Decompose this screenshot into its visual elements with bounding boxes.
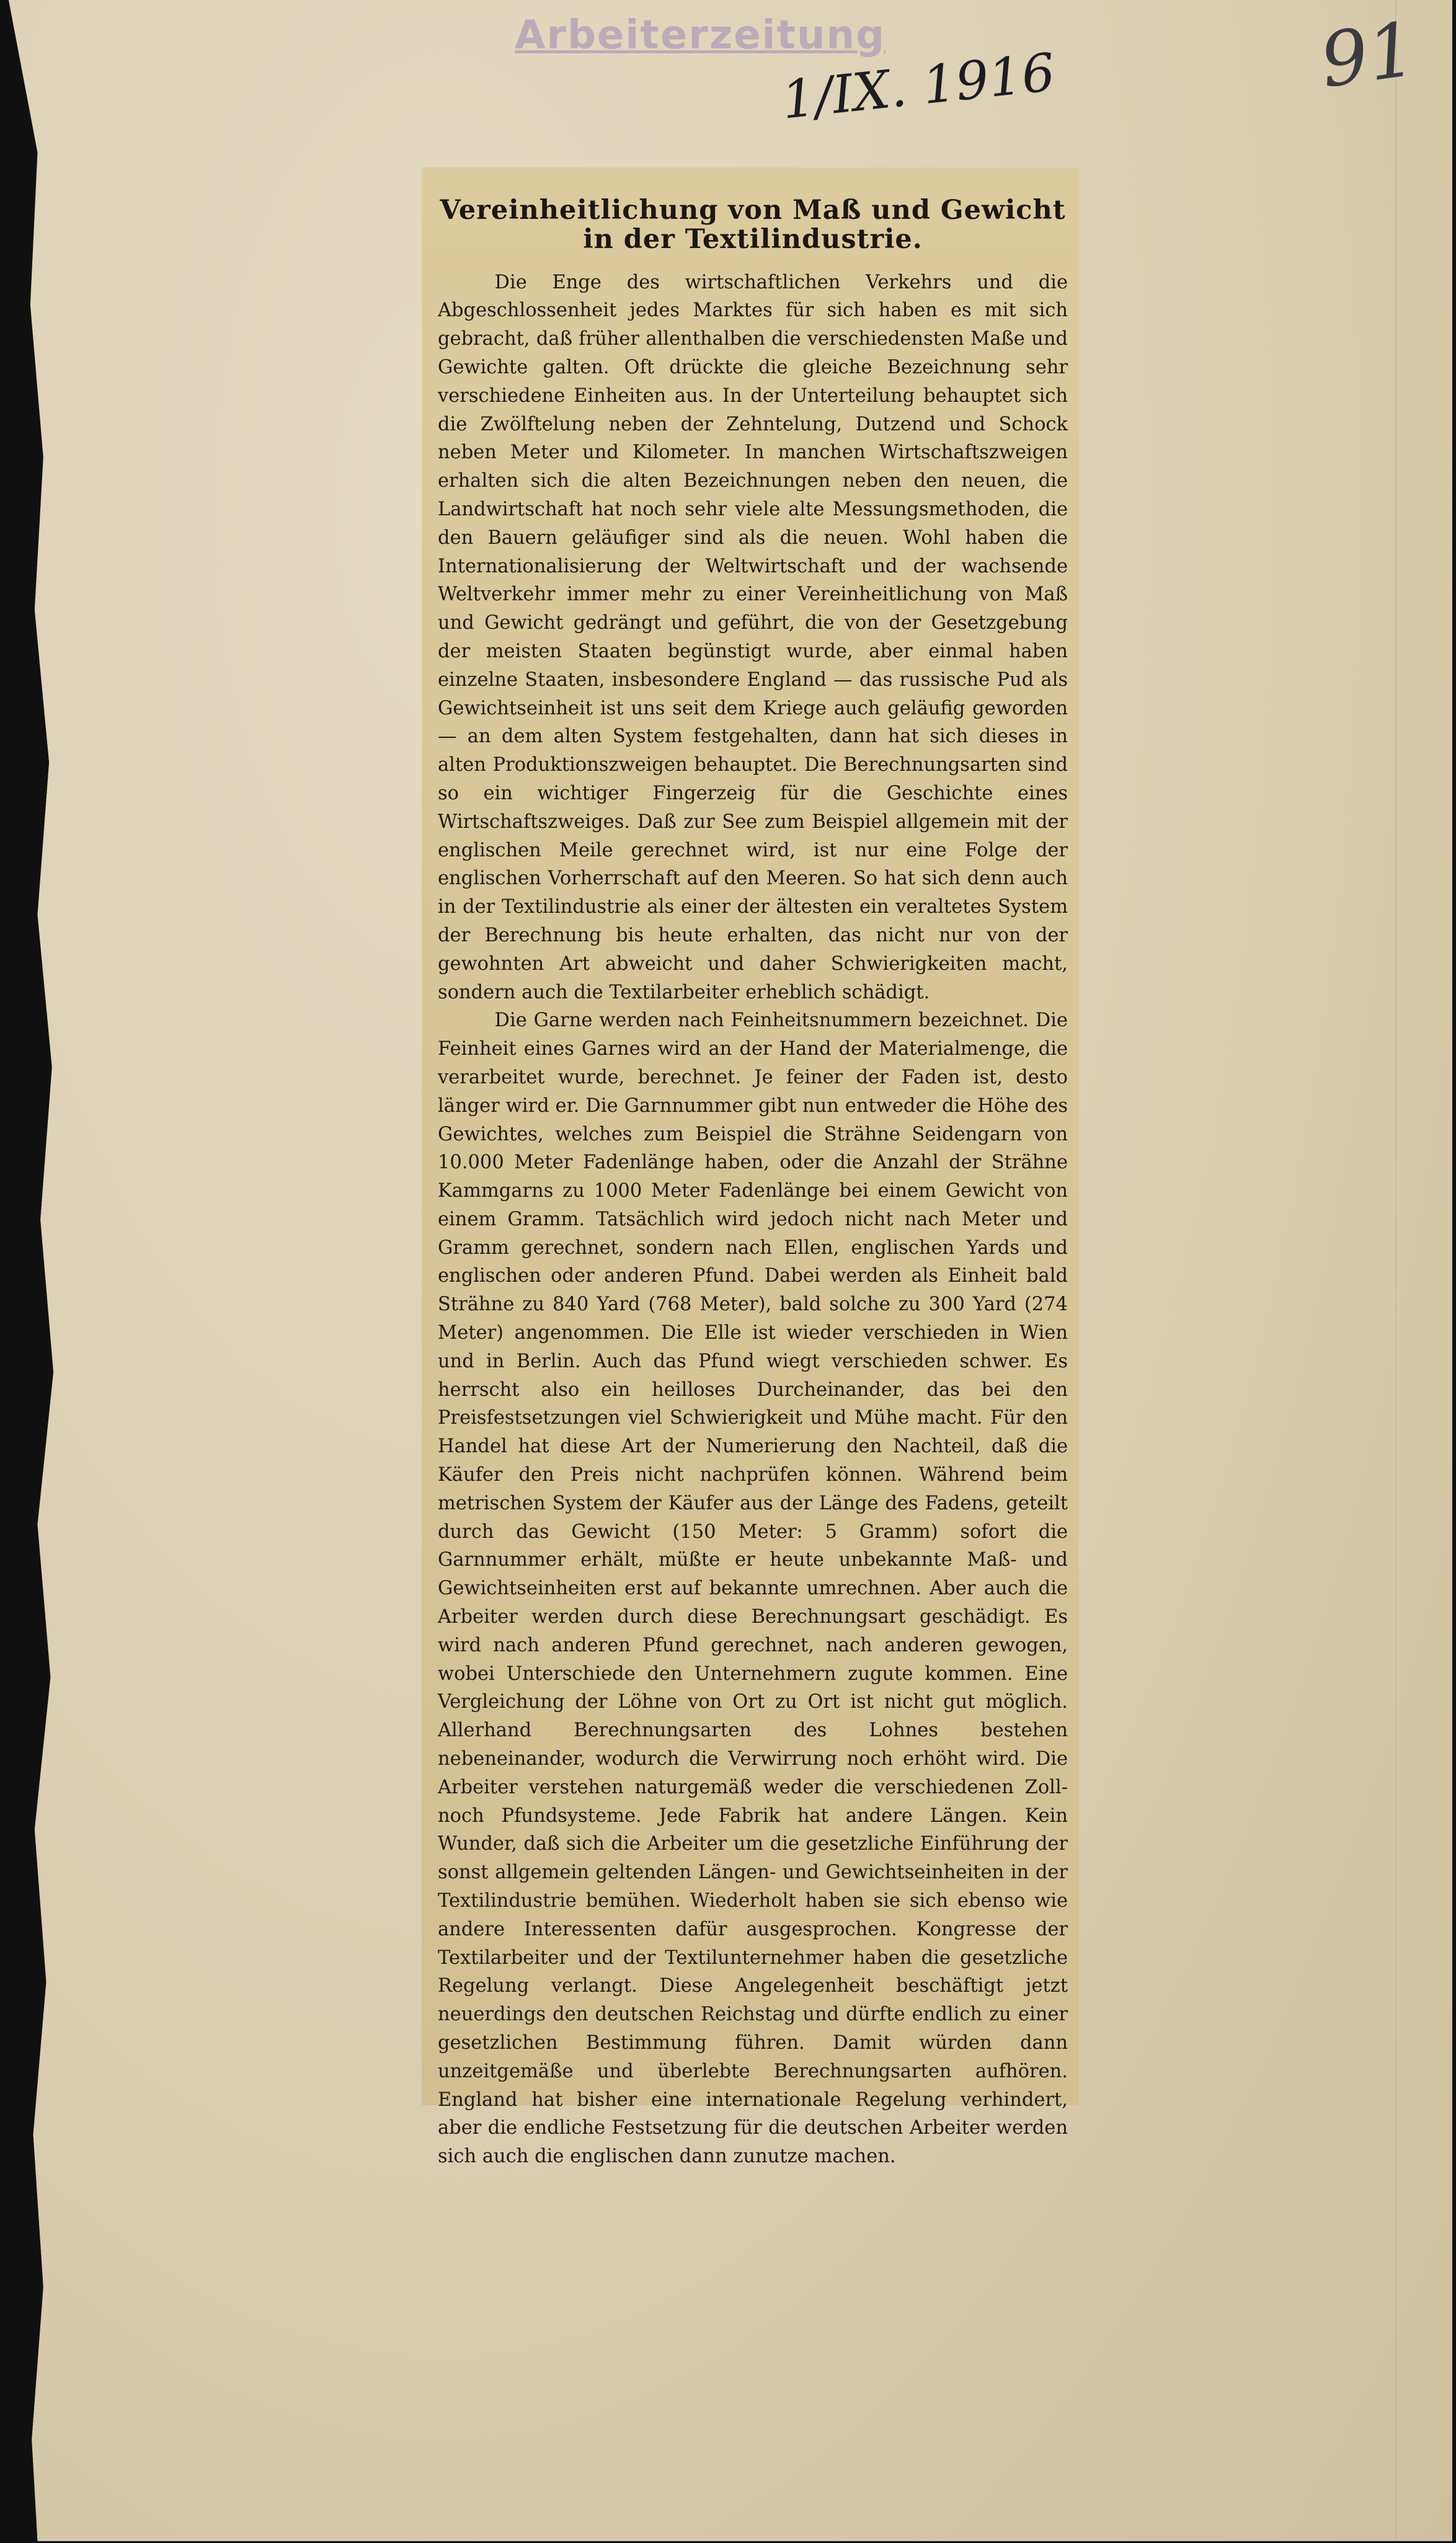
article-paragraph: Die Enge des wirtschaftlichen Verkehrs und die Abgeschlossenheit jedes Marktes für sich haben es mit sich gebracht, daß früher allenthalben die verschiedensten Maße und Gewichte galten. Oft drückte die gleiche Bezeichnung sehr verschiedene Einheiten aus. In der Unterteilung behauptet sich die Zwölftelung neben der Zehntelung, Dutzend und Schock neben Meter und Kilometer. In manchen Wirtschaftszweigen erhalten sich die alten Bezeichnungen neben den neuen, die Landwirtschaft hat noch sehr viele alte Messungsmethoden, die den Bauern geläufiger sind als die neuen. Wohl haben die Internationalisierung der Weltwirtschaft und der wachsende Weltverkehr immer mehr zu einer Vereinheitlichung von Maß und Gewicht gedrängt und geführt, die von der Gesetzgebung der meisten Staaten begünstigt wurde, aber einmal haben einzelne Staaten, insbesondere England — das russische Pud als Gewichtseinheit ist uns seit dem Kriege auch geläufig geworden — an dem alten System festgehalten, dann hat sich dieses in alten Produktionszweigen behauptet. Die Berechnungsarten sind so ein wichtiger Fingerzeig für die Geschichte eines Wirtschaftszweiges. Daß zur See zum Beispiel allgemein mit der englischen Meile gerechnet wird, ist nur eine Folge der englischen Vorherrschaft auf den Meeren. So hat sich denn auch in der Textilindustrie als einer der ältesten ein veraltetes System der Berechnung bis heute erhalten, das nicht nur von der gewohnten Art abweicht und daher Schwierigkeiten macht, sondern auch die Textilarbeiter erheblich schädigt. [438, 271, 1068, 1003]
handwritten-date: 1/IX. 1916 [779, 42, 1058, 131]
handwritten-page-number: 91 [1315, 6, 1421, 105]
newspaper-clipping [422, 167, 1079, 2168]
paper-fold-line [1395, 0, 1396, 2541]
article-headline: Vereinheitlichung von Maß und Gewicht in der Textilindustrie. [440, 195, 1066, 255]
newspaper-name-stamp: Arbeiterzeitung [515, 12, 886, 58]
article-paragraph: Die Garne werden nach Feinheitsnummern bezeichnet. Die Feinheit eines Garnes wird an der Hand der Materialmenge, die verarbeitet wurde, berechnet. Je feiner der Faden ist, desto länger wird er. Die Garnnummer gibt nun entweder die Höhe des Gewichtes, welches zum Beispiel die Strähne Seidengarn von 10.000 Meter Fadenlänge haben, oder die Anzahl der Strähne Kammgarns zu 1000 Meter Fadenlänge bei einem Gewicht von einem Gramm. Tatsächlich wird jedoch nicht nach Meter und Gramm gerechnet, sondern nach Ellen, englischen Yards und englischen oder anderen Pfund. Dabei werden als Einheit bald Strähne zu 840 Yard (768 Meter), bald solche zu 300 Yard (274 Meter) angenommen. Die Elle ist wieder verschieden in Wien und in Berlin. Auch das Pfund wiegt verschieden schwer. Es herrscht also ein heilloses Durcheinander, das bei den Preisfestsetzungen viel Schwierigkeit und Mühe macht. Für den Handel hat diese Art der Numerierung den Nachteil, daß die Käufer den Preis nicht nachprüfen können. Während beim metrischen System der Käufer aus der Länge des Fadens, geteilt durch das Gewicht (150 Meter: 5 Gramm) sofort die Garnnummer erhält, müßte er heute unbekannte Maß- und Gewichtseinheiten erst auf bekannte umrechnen. Aber auch die Arbeiter werden durch diese Berechnungsart geschädigt. Es wird nach anderen Pfund gerechnet, nach anderen gewogen, wobei Unterschiede den Unternehmern zugute kommen. Eine Vergleichung der Löhne von Ort zu Ort ist nicht gut möglich. Allerhand Berechnungsarten des Lohnes bestehen nebeneinander, wodurch die Verwirrung noch erhöht wird. Die Arbeiter verstehen naturgemäß weder die verschiedenen Zoll- noch Pfundsysteme. Jede Fabrik hat andere Längen. Kein Wunder, daß sich die Arbeiter um die gesetzliche Einführung der sonst allgemein geltenden Längen- und Gewichtseinheiten in der Textilindustrie bemühen. Wiederholt haben sie sich ebenso wie andere Interessenten dafür ausgesprochen. Kongresse der Textilarbeiter und der Textilunternehmer haben die gesetzliche Regelung verlangt. Diese Angelegenheit beschäftigt jetzt neuerdings den deutschen Reichstag und dürfte endlich zu einer gesetzlichen Bestimmung führen. Damit würden dann unzeitgemäße und überlebte Berechnungsarten aufhören. England hat bisher eine internationale Regelung verhindert, aber die endliche Festsetzung für die deutschen Arbeiter werden sich auch die englischen dann zunutze machen. [438, 1010, 1068, 2168]
article-body [438, 269, 1068, 2171]
